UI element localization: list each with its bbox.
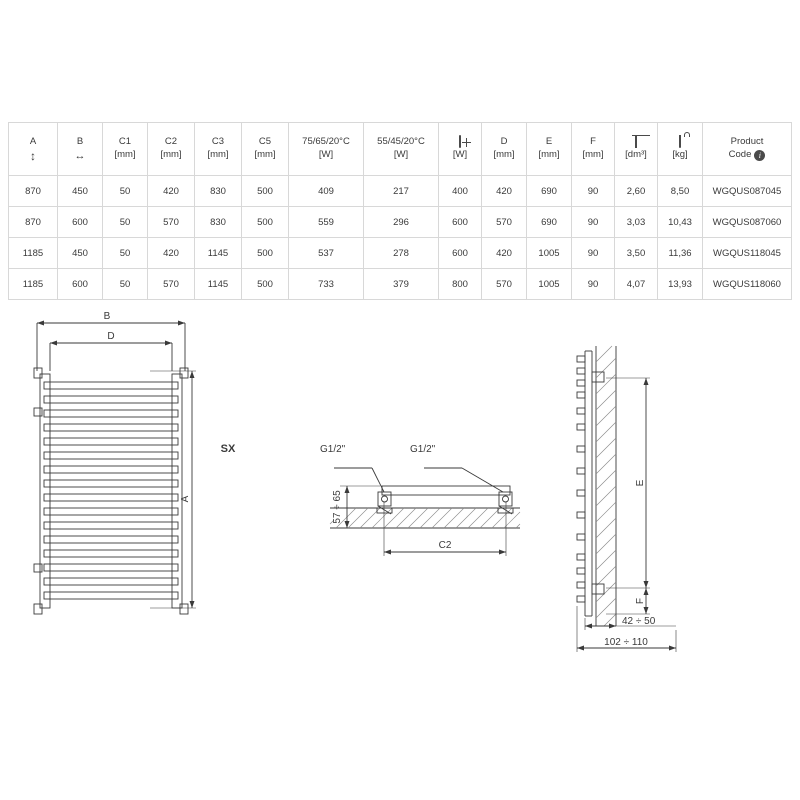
cell-c1: 50	[103, 238, 148, 269]
column-label-2: Code i	[703, 149, 791, 162]
cell-volume: 4,07	[615, 269, 658, 300]
column-unit: [mm]	[254, 149, 276, 160]
dimension-label-d: D	[107, 331, 115, 342]
cell-b: 600	[58, 207, 103, 238]
cell-weight: 8,50	[658, 176, 703, 207]
column-header-d	[482, 123, 527, 176]
dimension-label-e: E	[635, 479, 646, 487]
cell-product-code: WGQUS087045	[703, 176, 792, 207]
cell-c2: 570	[148, 269, 195, 300]
cell-d: 570	[482, 207, 527, 238]
cell-d: 420	[482, 238, 527, 269]
column-header-c3	[195, 123, 242, 176]
cell-c3: 1145	[195, 238, 242, 269]
cell-weight: 13,93	[658, 269, 703, 300]
cell-d: 570	[482, 269, 527, 300]
cell-c1: 50	[103, 176, 148, 207]
column-header-c1	[103, 123, 148, 176]
cell-product-code: WGQUS118045	[703, 238, 792, 269]
column-unit: [mm]	[538, 149, 560, 160]
table-body	[9, 176, 792, 300]
cell-power-5545: 379	[364, 269, 439, 300]
column-unit: [W]	[393, 149, 409, 160]
table-row	[9, 176, 792, 207]
cell-a: 870	[9, 207, 58, 238]
column-label: 75/65/20°C	[302, 136, 350, 148]
column-label: F	[590, 136, 596, 148]
column-unit: [mm]	[160, 149, 182, 160]
column-header-product-code	[703, 123, 792, 176]
column-label: C2	[164, 136, 178, 148]
cell-e: 690	[527, 207, 572, 238]
cell-power-5545: 217	[364, 176, 439, 207]
cell-c5: 500	[242, 269, 289, 300]
column-label: C5	[258, 136, 272, 148]
cell-power-7565: 559	[289, 207, 364, 238]
column-unit: [W]	[452, 149, 468, 160]
cell-a: 870	[9, 176, 58, 207]
arrow-updown-icon: ↕	[30, 149, 36, 164]
column-unit: [mm]	[493, 149, 515, 160]
cell-b: 600	[58, 269, 103, 300]
specification-table-container	[8, 122, 792, 300]
dimension-label-depth-total: 102 ÷ 110	[604, 637, 648, 648]
cell-c2: 420	[148, 238, 195, 269]
column-header-e	[527, 123, 572, 176]
dimension-label-f: F	[635, 597, 646, 605]
weight-icon	[679, 135, 681, 148]
specification-table	[8, 122, 792, 300]
cell-weight: 10,43	[658, 207, 703, 238]
column-unit: [kg]	[672, 149, 688, 160]
column-unit: [mm]	[207, 149, 229, 160]
column-header-volume	[615, 123, 658, 176]
cell-electric-power: 600	[439, 238, 482, 269]
column-header-b	[58, 123, 103, 176]
cell-c1: 50	[103, 269, 148, 300]
cell-e: 1005	[527, 238, 572, 269]
column-header-c2	[148, 123, 195, 176]
table-row	[9, 207, 792, 238]
cell-c3: 830	[195, 207, 242, 238]
cell-power-5545: 278	[364, 238, 439, 269]
cell-b: 450	[58, 176, 103, 207]
cell-a: 1185	[9, 269, 58, 300]
column-unit: [mm]	[114, 149, 136, 160]
column-label: C1	[118, 136, 132, 148]
dimension-label-b: B	[103, 311, 111, 322]
cell-f: 90	[572, 238, 615, 269]
table-header-row	[9, 123, 792, 176]
cell-power-7565: 537	[289, 238, 364, 269]
column-header-c5	[242, 123, 289, 176]
cell-electric-power: 800	[439, 269, 482, 300]
cell-e: 690	[527, 176, 572, 207]
column-header-weight	[658, 123, 703, 176]
dimension-label-depth-bracket: 42 ÷ 50	[622, 616, 656, 627]
column-label: D	[500, 136, 508, 148]
column-header-power-7565	[289, 123, 364, 176]
column-header-f	[572, 123, 615, 176]
cell-volume: 2,60	[615, 176, 658, 207]
cell-b: 450	[58, 238, 103, 269]
cell-f: 90	[572, 269, 615, 300]
cell-c2: 420	[148, 176, 195, 207]
cell-product-code: WGQUS118060	[703, 269, 792, 300]
cell-f: 90	[572, 207, 615, 238]
info-icon[interactable]: i	[754, 150, 765, 161]
cell-e: 1005	[527, 269, 572, 300]
column-label: B	[76, 136, 84, 148]
arrow-leftright-icon: ↔	[74, 149, 86, 162]
thread-label-left: G1/2"	[320, 444, 346, 455]
cell-c3: 830	[195, 176, 242, 207]
cell-electric-power: 400	[439, 176, 482, 207]
thread-label-right: G1/2"	[410, 444, 436, 455]
column-unit: [W]	[318, 149, 334, 160]
dimension-label-height-range: 57 ÷ 65	[332, 490, 343, 524]
cell-product-code: WGQUS087060	[703, 207, 792, 238]
table-row	[9, 238, 792, 269]
column-label: A	[29, 135, 37, 147]
cell-volume: 3,03	[615, 207, 658, 238]
technical-drawings	[0, 296, 800, 696]
column-unit: [dm³]	[625, 149, 647, 160]
cell-d: 420	[482, 176, 527, 207]
column-label: E	[545, 136, 553, 148]
cell-c1: 50	[103, 207, 148, 238]
column-label: C3	[211, 136, 225, 148]
column-label: Product	[730, 136, 764, 148]
table-header	[9, 123, 792, 176]
column-unit: [mm]	[582, 149, 604, 160]
cell-power-7565: 733	[289, 269, 364, 300]
cell-f: 90	[572, 176, 615, 207]
cell-power-7565: 409	[289, 176, 364, 207]
cell-weight: 11,36	[658, 238, 703, 269]
cell-power-5545: 296	[364, 207, 439, 238]
cell-a: 1185	[9, 238, 58, 269]
variant-label-sx: SX	[220, 443, 236, 455]
cell-c5: 500	[242, 238, 289, 269]
column-header-power-5545	[364, 123, 439, 176]
cell-c2: 570	[148, 207, 195, 238]
volume-icon	[635, 136, 637, 148]
cell-c3: 1145	[195, 269, 242, 300]
cell-electric-power: 600	[439, 207, 482, 238]
column-header-electric-power	[439, 123, 482, 176]
cell-c5: 500	[242, 207, 289, 238]
cell-volume: 3,50	[615, 238, 658, 269]
dimension-label-a: A	[180, 495, 191, 503]
cell-c5: 500	[242, 176, 289, 207]
column-label: 55/45/20°C	[377, 136, 425, 148]
column-header-a	[9, 123, 58, 176]
electric-box-icon	[459, 135, 461, 148]
dimension-label-c2: C2	[438, 540, 452, 551]
table-row	[9, 269, 792, 300]
